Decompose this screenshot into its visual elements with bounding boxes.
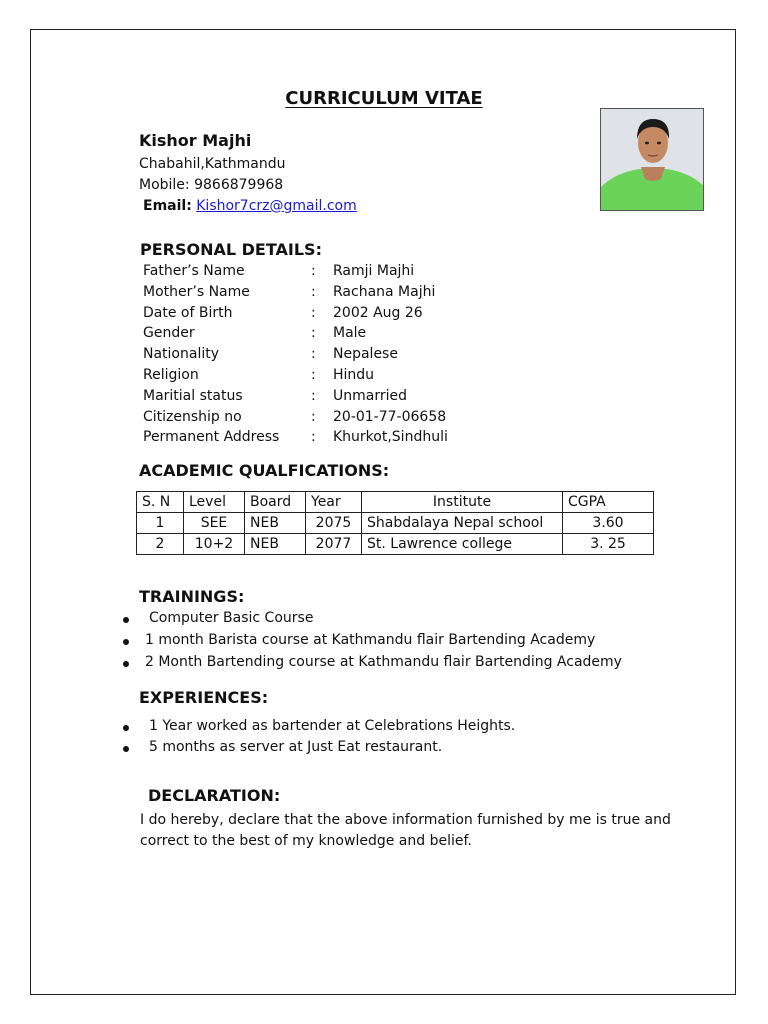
bullet-icon — [123, 661, 129, 667]
detail-colon: : — [311, 367, 316, 383]
table-row — [137, 513, 654, 534]
detail-label: Permanent Address — [143, 429, 280, 446]
detail-label: Father’s Name — [143, 263, 245, 279]
detail-colon: : — [311, 387, 316, 404]
list-item: Computer Basic Course — [149, 610, 314, 626]
column-header: S. N — [137, 492, 184, 513]
list-item: 2 Month Bartending course at Kathmandu flair Bartending Academy — [145, 654, 622, 670]
detail-colon: : — [311, 325, 316, 342]
detail-label: Religion — [143, 367, 199, 383]
profile-photo — [600, 108, 704, 211]
trainings-heading: TRAININGS: — [139, 587, 245, 606]
detail-colon: : — [311, 408, 316, 425]
table-cell: St. Lawrence college — [362, 534, 563, 555]
academic-table — [136, 491, 654, 555]
table-row — [137, 534, 654, 555]
column-header: Institute — [362, 492, 563, 513]
table-cell: NEB — [245, 534, 306, 555]
email-label: Email: — [143, 198, 192, 214]
portrait-image — [601, 109, 704, 211]
personal-details-heading: PERSONAL DETAILS: — [140, 240, 322, 259]
detail-colon: : — [311, 429, 316, 446]
detail-value: Unmarried — [333, 387, 407, 404]
bullet-icon — [123, 746, 129, 752]
table-cell: 1 — [137, 513, 184, 534]
email-line — [143, 198, 357, 214]
detail-label: Maritial status — [143, 387, 243, 404]
list-item: 5 months as server at Just Eat restaurant. — [149, 739, 443, 755]
detail-label: Citizenship no — [143, 408, 242, 425]
detail-value: Khurkot,Sindhuli — [333, 429, 448, 446]
detail-value: Nepalese — [333, 346, 398, 363]
column-header: Board — [245, 492, 306, 513]
table-cell: 2 — [137, 534, 184, 555]
list-item: 1 Year worked as bartender at Celebrations Heights. — [149, 718, 516, 734]
detail-colon: : — [311, 346, 316, 363]
column-header: Year — [306, 492, 362, 513]
detail-value: 2002 Aug 26 — [333, 304, 423, 321]
list-item: 1 month Barista course at Kathmandu flair Bartending Academy — [145, 632, 596, 648]
table-cell: 3. 25 — [563, 534, 654, 555]
detail-colon: : — [311, 263, 316, 279]
detail-value: Ramji Majhi — [333, 263, 415, 279]
mobile-line — [139, 177, 283, 193]
mobile-label: Mobile: — [139, 177, 190, 193]
table-cell: NEB — [245, 513, 306, 534]
bullet-icon — [123, 617, 129, 623]
experiences-heading: EXPERIENCES: — [139, 688, 269, 707]
detail-value: Rachana Majhi — [333, 283, 436, 300]
table-cell: Shabdalaya Nepal school — [362, 513, 563, 534]
table-header-row — [137, 492, 654, 513]
detail-colon: : — [311, 283, 316, 300]
detail-label: Nationality — [143, 346, 220, 363]
table-cell: 2077 — [306, 534, 362, 555]
address: Chabahil,Kathmandu — [139, 156, 286, 172]
detail-colon: : — [311, 304, 316, 321]
column-header: Level — [184, 492, 245, 513]
detail-value: Male — [333, 325, 367, 342]
bullet-icon — [123, 639, 129, 645]
declaration-heading: DECLARATION: — [148, 786, 281, 805]
table-cell: 10+2 — [184, 534, 245, 555]
detail-value: Hindu — [333, 367, 375, 383]
table-cell: SEE — [184, 513, 245, 534]
email-link[interactable]: Kishor7crz@gmail.com — [196, 198, 357, 214]
applicant-name: Kishor Majhi — [139, 131, 252, 150]
table-cell: 2075 — [306, 513, 362, 534]
declaration-text: I do hereby, declare that the above information furnished by me is true and correct to the best of my knowledge and belief. — [140, 812, 671, 849]
detail-value: 20-01-77-06658 — [333, 408, 447, 425]
column-header: CGPA — [563, 492, 654, 513]
detail-label: Mother’s Name — [143, 283, 250, 300]
detail-label: Date of Birth — [143, 304, 233, 321]
detail-label: Gender — [143, 325, 195, 342]
document-title: CURRICULUM VITAE — [285, 88, 483, 109]
mobile-number: 9866879968 — [194, 177, 284, 193]
academic-heading: ACADEMIC QUALFICATIONS: — [139, 461, 390, 480]
table-cell: 3.60 — [563, 513, 654, 534]
bullet-icon — [123, 725, 129, 731]
